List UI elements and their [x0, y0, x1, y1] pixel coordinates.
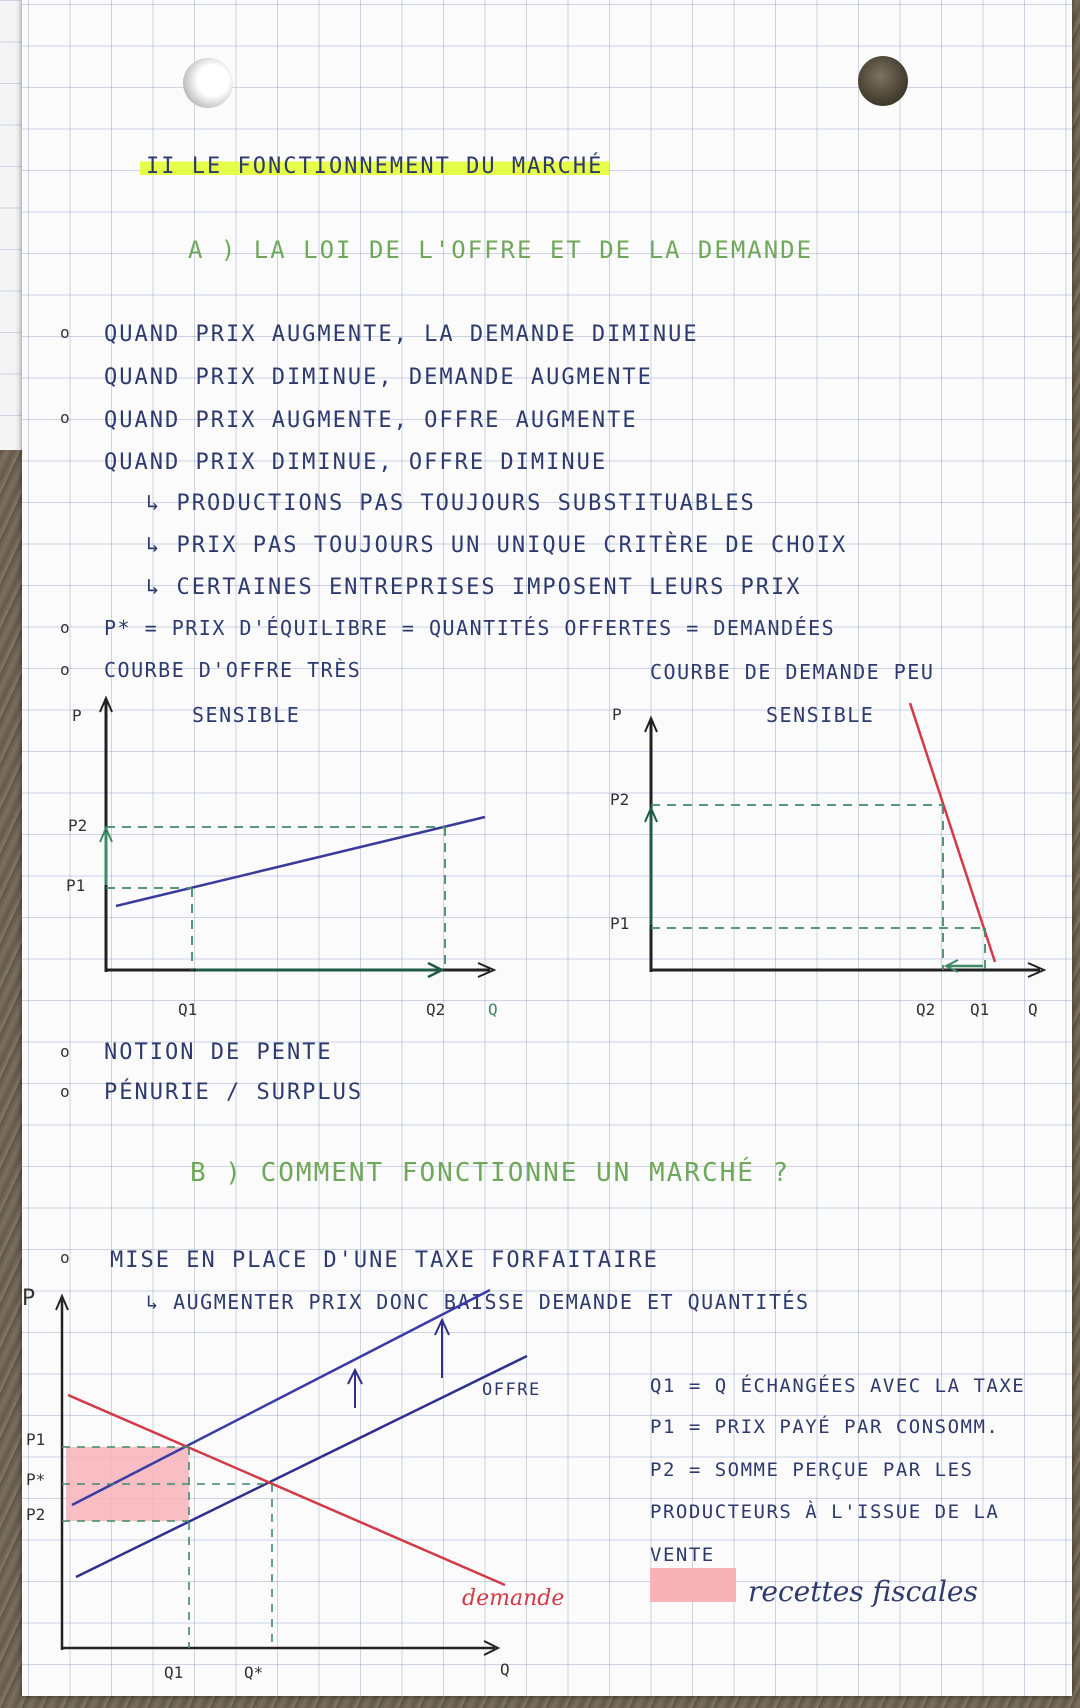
bullet-7: o: [60, 1248, 72, 1267]
demand-caption-2: SENSIBLE: [766, 703, 875, 727]
legend-p2-2: PRODUCTEURS À L'ISSUE DE LA: [650, 1501, 1000, 1523]
chart2-xtick-q2: Q2: [916, 1000, 936, 1019]
chart2-ytick-p1: P1: [610, 914, 630, 933]
section-title: II LE FONCTIONNEMENT DU MARCHÉ: [140, 156, 609, 178]
text-line-6: ↳ PRIX PAS TOUJOURS UN UNIQUE CRITÈRE DE CHOIX: [146, 533, 848, 558]
bullet-3: o: [60, 618, 72, 637]
text-line-3: QUAND PRIX AUGMENTE, OFFRE AUGMENTE: [104, 408, 638, 433]
text-line-equilibrium: P* = PRIX D'ÉQUILIBRE = QUANTITÉS OFFERTES = DEMANDÉES: [104, 616, 836, 640]
chart2-ylabel: P: [612, 705, 622, 724]
legend-p2-3: VENTE: [650, 1544, 715, 1566]
chart1-ytick-p2: P2: [68, 816, 88, 835]
part-a-title: A ) LA LOI DE L'OFFRE ET DE LA DEMANDE: [188, 236, 814, 264]
chart3-ytick-p2: P2: [26, 1505, 46, 1524]
chart3-ytick-p1: P1: [26, 1430, 46, 1449]
chart3-supply-tax-line: [72, 1290, 490, 1505]
text-line-4: QUAND PRIX DIMINUE, OFFRE DIMINUE: [104, 450, 608, 475]
legend-p2-1: P2 = SOMME PERÇUE PAR LES: [650, 1459, 974, 1481]
chart1-ylabel: P: [72, 706, 82, 725]
text-line-5: ↳ PRODUCTIONS PAS TOUJOURS SUBSTITUABLES: [146, 491, 756, 516]
bullet-2: o: [60, 408, 72, 427]
chart1-ytick-p1: P1: [66, 876, 86, 895]
penurie-surplus: PÉNURIE / SURPLUS: [104, 1080, 364, 1105]
bullet-4: o: [60, 660, 72, 679]
notion-de-pente: NOTION DE PENTE: [104, 1040, 333, 1065]
legend-swatch: [650, 1568, 736, 1602]
legend-swatch-label: recettes fiscales: [748, 1575, 978, 1608]
chart3-xlabel: Q: [500, 1660, 510, 1679]
chart1-xtick-q2: Q2: [426, 1000, 446, 1019]
legend-q1: Q1 = Q ÉCHANGÉES AVEC LA TAXE: [650, 1375, 1026, 1397]
offre-label: OFFRE: [482, 1380, 541, 1400]
chart3-xtick-q1: Q1: [164, 1663, 184, 1682]
part-b-title: B ) COMMENT FONCTIONNE UN MARCHÉ ?: [190, 1158, 791, 1188]
chart3-xtick-qstar: Q*: [244, 1663, 264, 1682]
chart3-ytick-pstar: P*: [26, 1470, 46, 1489]
chart1-xlabel: Q: [488, 1000, 498, 1019]
tax-line-1: MISE EN PLACE D'UNE TAXE FORFAITAIRE: [110, 1248, 659, 1273]
bullet-5: o: [60, 1042, 72, 1061]
chart2-xtick-q1: Q1: [970, 1000, 990, 1019]
demand-caption-1: COURBE DE DEMANDE PEU: [650, 660, 935, 684]
text-line-7: ↳ CERTAINES ENTREPRISES IMPOSENT LEURS PRIX: [146, 575, 802, 600]
bullet-6: o: [60, 1082, 72, 1101]
chart1-xtick-q1: Q1: [178, 1000, 198, 1019]
supply-caption-2: SENSIBLE: [192, 703, 301, 727]
bullet-1: o: [60, 323, 72, 342]
chart2-xlabel: Q: [1028, 1000, 1038, 1019]
demande-label: demande: [462, 1586, 565, 1611]
chart3-ylabel: P: [22, 1286, 36, 1311]
legend-p1: P1 = PRIX PAYÉ PAR CONSOMM.: [650, 1416, 1000, 1438]
tax-line-2: ↳ AUGMENTER PRIX DONC BAISSE DEMANDE ET QUANTITÉS: [146, 1290, 810, 1314]
supply-caption-1: COURBE D'OFFRE TRÈS: [104, 658, 362, 682]
text-line-1: QUAND PRIX AUGMENTE, LA DEMANDE DIMINUE: [104, 322, 699, 347]
text-line-2: QUAND PRIX DIMINUE, DEMANDE AUGMENTE: [104, 365, 653, 390]
chart2-ytick-p2: P2: [610, 790, 630, 809]
